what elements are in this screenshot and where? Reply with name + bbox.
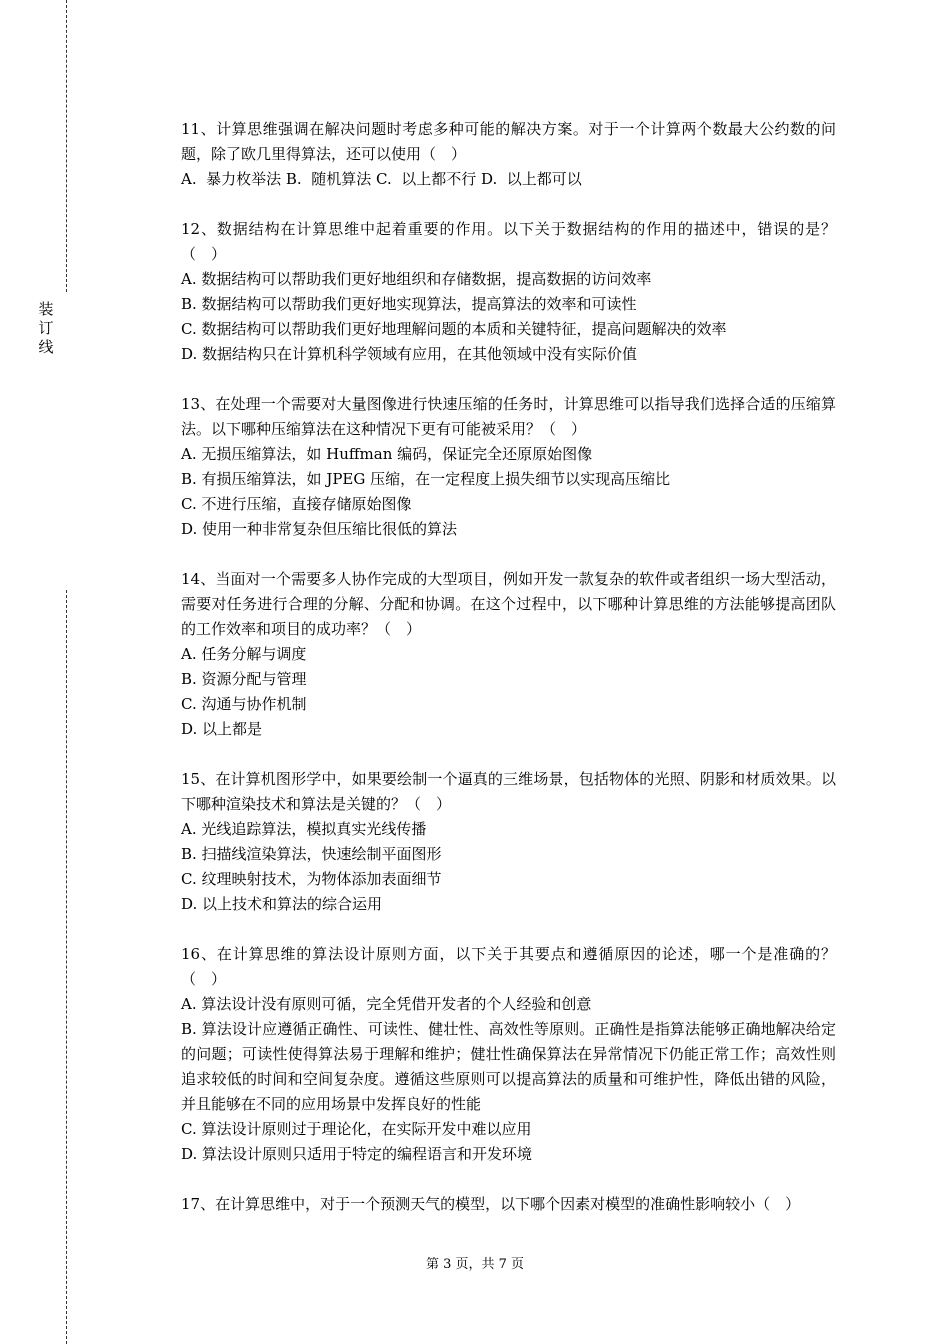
option-c: C. 数据结构可以帮助我们更好地理解问题的本质和关键特征，提高问题解决的效率 (181, 320, 727, 338)
option-b: B. 算法设计应遵循正确性、可读性、健壮性、高效性等原则。正确性是指算法能够正确地解决给定的问题；可读性使得算法易于理解和维护；健壮性确保算法在异常情况下仍能正常工作；高效性则追求较低的时间和空间复杂度。遵循这些原则可以提高算法的质量和可维护性，降低出错的风险，并且能够在不同的应用场景中发挥良好的性能 (181, 1020, 836, 1113)
page-number: 第 3 页，共 7 页 (425, 1257, 525, 1272)
question-stem: 17、在计算思维中，对于一个预测天气的模型，以下哪个因素对模型的准确性影响较小（ ） (181, 1195, 801, 1213)
option-d: D. 以上技术和算法的综合运用 (181, 895, 383, 913)
question-stem: 13、在处理一个需要对大量图像进行快速压缩的任务时，计算思维可以指导我们选择合适的压缩算法。以下哪种压缩算法在这种情况下更有可能被采用？（ ） (181, 395, 836, 438)
question-12 (181, 217, 836, 367)
question-14 (181, 567, 836, 742)
option-b: B. 有损压缩算法，如 JPEG 压缩，在一定程度上损失细节以实现高压缩比 (181, 470, 671, 488)
option-a: A. 任务分解与调度 (181, 645, 307, 663)
binding-line-top (66, 0, 67, 292)
option-c: C. 沟通与协作机制 (181, 695, 307, 713)
binding-line-bottom (66, 590, 67, 1344)
question-11 (181, 117, 836, 192)
option-a: A. 无损压缩算法，如 Huffman 编码，保证完全还原原始图像 (181, 445, 593, 463)
option-c: C. 算法设计原则过于理论化，在实际开发中难以应用 (181, 1120, 532, 1138)
option-a: A. 算法设计没有原则可循，完全凭借开发者的个人经验和创意 (181, 995, 592, 1013)
option-b: B. 扫描线渲染算法，快速绘制平面图形 (181, 845, 442, 863)
option-c: C. 纹理映射技术，为物体添加表面细节 (181, 870, 442, 888)
option-c: C. 不进行压缩，直接存储原始图像 (181, 495, 412, 513)
option-b: B. 数据结构可以帮助我们更好地实现算法，提高算法的效率和可读性 (181, 295, 637, 313)
question-stem: 11、计算思维强调在解决问题时考虑多种可能的解决方案。对于一个计算两个数最大公约数的问题，除了欧几里得算法，还可以使用（ ） (181, 120, 836, 163)
binding-label: 装订线 (38, 300, 54, 356)
question-options-inline: A. 暴力枚举法 B. 随机算法 C. 以上都不行 D. 以上都可以 (181, 170, 582, 188)
question-13 (181, 392, 836, 542)
question-16 (181, 942, 836, 1167)
option-d: D. 以上都是 (181, 720, 263, 738)
option-d: D. 使用一种非常复杂但压缩比很低的算法 (181, 520, 458, 538)
option-b: B. 资源分配与管理 (181, 670, 307, 688)
option-a: A. 光线追踪算法，模拟真实光线传播 (181, 820, 427, 838)
option-d: D. 算法设计原则只适用于特定的编程语言和开发环境 (181, 1145, 533, 1163)
question-list (181, 117, 836, 1242)
question-15 (181, 767, 836, 917)
question-stem: 14、当面对一个需要多人协作完成的大型项目，例如开发一款复杂的软件或者组织一场大型活动，需要对任务进行合理的分解、分配和协调。在这个过程中，以下哪种计算思维的方法能够提高团队的工作效率和项目的成功率？（ ） (181, 570, 836, 638)
question-stem: 16、在计算思维的算法设计原则方面，以下关于其要点和遵循原因的论述，哪一个是准确的？（ ） (181, 945, 836, 988)
option-d: D. 数据结构只在计算机科学领域有应用，在其他领域中没有实际价值 (181, 345, 638, 363)
option-a: A. 数据结构可以帮助我们更好地组织和存储数据，提高数据的访问效率 (181, 270, 652, 288)
question-stem: 12、数据结构在计算思维中起着重要的作用。以下关于数据结构的作用的描述中，错误的是？（ ） (181, 220, 836, 263)
question-stem: 15、在计算机图形学中，如果要绘制一个逼真的三维场景，包括物体的光照、阴影和材质效果。以下哪种渲染技术和算法是关键的？（ ） (181, 770, 836, 813)
question-17 (181, 1192, 836, 1217)
